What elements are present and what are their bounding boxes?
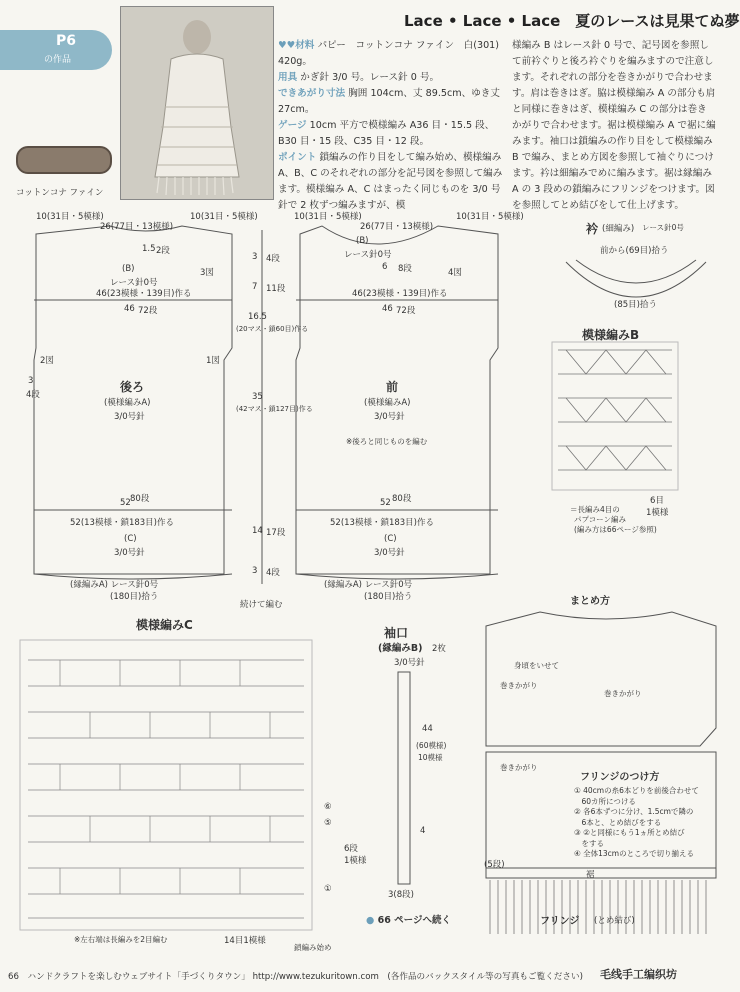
cuff-needle: 3/0号針 — [394, 658, 425, 668]
cuff-count: 2枚 — [432, 644, 446, 654]
fringe-steps — [574, 786, 699, 860]
dim-165: 16.5 — [248, 312, 267, 322]
back-fig2: 2図 — [40, 356, 54, 366]
back-c-needle: 3/0号針 — [114, 548, 145, 558]
back-b-sub: レース針0号 — [110, 278, 158, 288]
front-b-row: 46(23模様・139目)作る — [352, 289, 448, 299]
front-dim-left: 10(31目・5模様) — [294, 212, 362, 222]
gauge-value: 10cm 平方で模様編み A36 目・15.5 段、B30 目・15 段、C35 目・12 段。 — [278, 120, 495, 147]
pattern-c-r5: ⑤ — [324, 818, 332, 828]
front-w46: 46 — [382, 304, 393, 314]
collar-pick1: 前から(69目)拾う — [600, 246, 669, 256]
back-title: 後ろ — [120, 380, 145, 394]
back-w52: 52 — [120, 498, 131, 508]
point-label: ポイント — [278, 152, 317, 163]
cuff-d44b: 10模様 — [418, 753, 443, 762]
size-label: できあがり寸法 — [278, 88, 346, 99]
collar-needle: レース針0号 — [642, 223, 684, 232]
assembly-title: まとめ方 — [570, 596, 610, 607]
continue-link: ● 66 ページへ続く — [366, 915, 451, 926]
back-b-label: (B) — [122, 264, 135, 274]
pattern-c-title: 模様編みC — [136, 618, 193, 632]
assembly-l2: 巻きかがり — [500, 681, 538, 690]
back-b-row: 46(23模様・139目)作る — [96, 289, 192, 299]
cuff-d44s: (60模様) — [416, 741, 447, 750]
front-note: ※後ろと同じものを編む — [346, 437, 428, 446]
pattern-b-legend3: (編み方は66ページ参照) — [574, 525, 657, 534]
fringe-step: ① 40cmの糸6本どりを前後合わせて — [574, 786, 699, 795]
materials-label: ♥♥材料 — [278, 40, 315, 51]
front-dim-mid: 26(77目・13模様) — [360, 222, 434, 232]
back-subtitle: (模様編みA) — [104, 398, 151, 408]
front-b-h: 6 — [382, 262, 388, 272]
watermark: 毛线手工编织坊 — [600, 968, 677, 981]
back-needle: 3/0号針 — [114, 412, 145, 422]
fringe-sub: (とめ結び) — [594, 916, 635, 926]
materials-value: パピー コットンコナ ファイン 白(301) 420g。 — [278, 40, 500, 67]
back-edge-sub: (180目)拾う — [110, 592, 159, 602]
fringe-title: フリンジのつけ方 — [580, 772, 660, 783]
fringe-step: 6本と、とめ結びをする — [574, 817, 662, 827]
assembly-tassel: 裾 — [586, 870, 595, 880]
pattern-b-rep: 6目 — [650, 496, 664, 506]
dim-35: 35 — [252, 392, 263, 402]
back-dim-mid: 26(77目・13模様) — [100, 222, 174, 232]
front-b-h2: 8段 — [398, 264, 412, 274]
pattern-c-note: ※左右端は長編みを2目編む — [74, 935, 168, 944]
front-r72: 72段 — [396, 306, 416, 316]
footer-text: 66 ハンドクラフトを楽しむウェブサイト「手づくりタウン」 http://www.tezukuritown.com (各作品のバックスタイル等の写真もご覧ください) — [8, 972, 583, 982]
fringe-step: ② 各6本ずつに分け、1.5cmで隣の — [574, 807, 694, 816]
header-title: Lace • Lace • Lace 夏のレースは見果てぬ夢 — [404, 12, 740, 30]
back-fig1: 1図 — [206, 356, 220, 366]
front-b-sub: レース針0号 — [344, 250, 392, 260]
fringe-step: ③ ②と同様にもう1ヵ所とめ結び — [574, 828, 685, 837]
dim-3b: 3 — [252, 566, 258, 576]
back-r80: 80段 — [130, 494, 150, 504]
back-side-3: 3 — [28, 376, 34, 386]
back-fig3: 3図 — [200, 268, 214, 278]
pattern-b-title: 模様編みB — [582, 328, 640, 342]
cuff-sub: (縁編みB) — [378, 643, 423, 654]
dim-35s: (42マス・鎖127目)作る — [236, 405, 313, 413]
pattern-c-bottom: 14目1模様 — [224, 936, 266, 946]
assembly-l1: 身頃をいせて — [514, 661, 559, 670]
cuff-d4: 4 — [420, 826, 426, 836]
assembly-l3: 巻きかがり — [604, 689, 642, 698]
front-needle: 3/0号針 — [374, 412, 405, 422]
pattern-c-r1: ① — [324, 884, 332, 894]
front-dim-right: 10(31目・5模様) — [456, 212, 524, 222]
dim-7s: 11段 — [266, 284, 286, 294]
dim-165s: (20マス・鎖60目)作る — [236, 325, 309, 333]
dim-14: 14 — [252, 526, 263, 536]
front-c-label: (C) — [384, 534, 397, 544]
dim-3s: 4段 — [266, 254, 280, 264]
tools-label: 用具 — [278, 72, 298, 83]
collar-title: 衿 — [586, 222, 599, 236]
dim-7: 7 — [252, 282, 258, 292]
gauge-label: ゲージ — [278, 120, 307, 131]
back-dim-right: 10(31目・5模様) — [190, 212, 258, 222]
continue-text: 66 ページへ続く — [377, 915, 451, 926]
size-value: 胸囲 104cm、丈 89.5cm、ゆき丈 27cm。 — [278, 88, 500, 115]
page-number: P6 — [56, 33, 77, 49]
back-w46: 46 — [124, 304, 135, 314]
pattern-b-legend1: ＝長編み4目の — [570, 505, 620, 514]
continue-note: 続けて編む — [240, 600, 283, 610]
pattern-b-legend2: パプコーン編み — [574, 515, 626, 524]
front-edge-sub: (180目)拾う — [364, 592, 413, 602]
cuff-title: 袖口 — [384, 626, 409, 640]
front-w52: 52 — [380, 498, 391, 508]
pattern-c-r6: ⑥ — [324, 802, 332, 812]
fringe-label: フリンジ — [540, 916, 580, 927]
back-dim-left: 10(31目・5模様) — [36, 212, 104, 222]
front-edge: (縁編みA) レース針0号 — [324, 580, 413, 590]
pattern-c-start: 鎖編み始め — [294, 943, 332, 952]
back-side-4: 4段 — [26, 390, 40, 400]
fringe-step: をする — [574, 838, 604, 848]
pattern-b-rep2: 1模様 — [646, 508, 669, 518]
back-c-label: (C) — [124, 534, 137, 544]
back-b-h2: 2段 — [156, 246, 170, 256]
tools-value: かぎ針 3/0 号。レース針 0 号。 — [300, 72, 440, 83]
front-c-needle: 3/0号針 — [374, 548, 405, 558]
back-b-h: 1.5 — [142, 244, 156, 254]
cuff-d8: 3(8段) — [388, 890, 414, 900]
cuff-d44: 44 — [422, 724, 433, 734]
pattern-c-rep2: 1模様 — [344, 856, 367, 866]
dim-3bs: 4段 — [266, 568, 280, 578]
collar-sub: (細編み) — [602, 224, 635, 234]
page-sub: の作品 — [44, 55, 72, 65]
collar-pick2: (85目)拾う — [614, 300, 657, 310]
fringe-step: 60カ所につける — [574, 796, 636, 806]
swatch-label: コットンコナ ファイン — [16, 188, 104, 198]
front-c-row: 52(13模様・鎖183目)作る — [330, 518, 434, 528]
dim-3: 3 — [252, 252, 258, 262]
back-r72: 72段 — [138, 306, 158, 316]
front-title: 前 — [386, 380, 399, 394]
back-edge: (縁編みA) レース針0号 — [70, 580, 159, 590]
front-r80: 80段 — [392, 494, 412, 504]
point-value: 鎖編みの作り目をして編み始め、模様編み A、B、C のそれぞれの部分を記号図を参照して編みます。模様編み A、C はまったく同じものを 3/0 号針で 2 枚ずつ編みますが、模 — [278, 152, 503, 211]
assembly-d5: (5段) — [484, 860, 505, 870]
fringe-step: ④ 全体13cmのところで切り揃える — [574, 849, 695, 858]
back-c-row: 52(13模様・鎖183目)作る — [70, 518, 174, 528]
front-b-label: (B) — [356, 236, 369, 246]
pattern-c-rep: 6段 — [344, 844, 358, 854]
instructions-text: 様編み B はレース針 0 号で、記号図を参照して前衿ぐりと後ろ衿ぐりを編みますので注意します。それぞれの部分を巻きかがりで合わせます。肩は巻きはぎ。脇は模様編み A の部分も肩と同様に巻きはぎ、模様編み C の部分は巻きかがりで合わせます。裾は模様編み A で裾に編みます。袖口は鎖編みの作り目をして模様編み B で編み、まとめ方図を参照して袖ぐりにつけます。衿は細編みでめに編みます。裾は縁編み A の 3 段めの鎖編みにフリンジをつけます。図を参照してとめ結びをして仕上げます。 — [512, 40, 716, 211]
front-fig4: 4図 — [448, 268, 462, 278]
front-subtitle: (模様編みA) — [364, 398, 411, 408]
dim-14s: 17段 — [266, 528, 286, 538]
assembly-l4: 巻きかがり — [500, 763, 538, 772]
